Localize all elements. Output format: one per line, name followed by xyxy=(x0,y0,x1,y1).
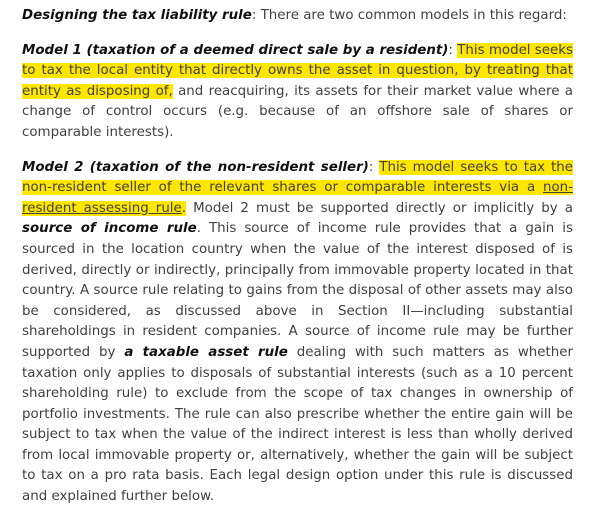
model1-colon: : xyxy=(448,42,458,58)
model2-body-text-b: . This source of income rule provides that a gain is sourced in the location country when the value of the interest disposed of is derived, directly or indirectly, principally from immovable property located in that country. A source rule relating to gains from the disposal of other assets may also be considered, as discussed above in Section II—including substantial shareholdings in resident companies. A source of income rule may be further supported by xyxy=(22,221,573,360)
model2-highlighted-lead: This model seeks to tax the non-resident seller of the relevant shares or comparable interests via a xyxy=(22,159,573,196)
intro-paragraph xyxy=(22,6,573,27)
model1-highlighted-text: This model seeks to tax the local entity that directly owns the asset in question, by treating that entity as disposing of, xyxy=(22,42,573,99)
model2-paragraph xyxy=(22,158,573,508)
model2-body-text-a: Model 2 must be supported directly or implicitly by a xyxy=(186,200,573,216)
model2-highlighted-period: . xyxy=(181,200,187,216)
model1-heading: Model 1 (taxation of a deemed direct sale by a resident) xyxy=(22,42,449,58)
non-resident-assessing-rule-link[interactable]: non-resident assessing rule xyxy=(22,180,573,216)
intro-heading: Designing the tax liability rule xyxy=(22,8,252,23)
model1-body-text: and reacquiring, its assets for their market value where a change of control occurs (e.g. because of an offshore sale of shares or comparable interests). xyxy=(22,83,573,140)
intro-text: : There are two common models in this regard: xyxy=(251,8,567,23)
model2-body-text-c: dealing with such matters as whether taxation only applies to disposals of substantial interests (such as a 10 percent shareholding rule) to exclude from the scope of tax changes in ownership of portfolio investments. The rule can also prescribe whether the entire gain will be subject to tax when the value of the indirect interest is less than wholly derived from local immovable property or, alternatively, whether the gain will be subject to tax on a pro rata basis. Each legal design option under this rule is discussed and explained further below. xyxy=(22,344,573,505)
taxable-asset-rule-term: a taxable asset rule xyxy=(124,344,288,360)
model1-paragraph xyxy=(22,41,573,144)
model2-colon: : xyxy=(368,159,380,175)
source-of-income-rule-term: source of income rule xyxy=(22,221,197,237)
model2-heading: Model 2 (taxation of the non-resident seller) xyxy=(22,159,369,175)
